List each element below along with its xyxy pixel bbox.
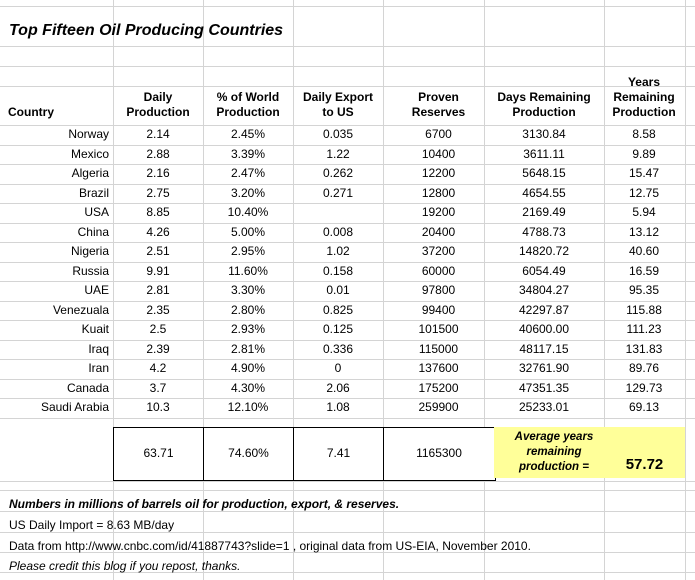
pct-world-cell: 2.47%	[230, 166, 266, 180]
days-remaining-cell: 4654.55	[522, 186, 566, 200]
country-cell: Saudi Arabia	[40, 400, 109, 414]
proven-reserves-cell: 99400	[421, 303, 456, 317]
grid-row-line	[0, 66, 695, 67]
daily-production-cell: 10.3	[146, 400, 170, 414]
pct-world-cell: 3.20%	[230, 186, 266, 200]
proven-reserves-cell: 10400	[421, 147, 456, 161]
country-cell: Brazil	[78, 186, 109, 200]
daily-export-cell: 0.01	[326, 283, 350, 297]
grid-row-line	[0, 532, 695, 533]
units-note: Numbers in millions of barrels oil for production, export, & reserves.	[9, 497, 400, 511]
days-remaining-cell: 25233.01	[518, 400, 570, 414]
days-remaining-cell: 42297.87	[518, 303, 570, 317]
proven-reserves-cell: 175200	[418, 381, 459, 395]
header-pct-world: % of World Production	[216, 90, 280, 119]
years-remaining-cell: 15.47	[628, 166, 660, 180]
daily-export-cell: 0.271	[322, 186, 354, 200]
daily-export-cell: 0.336	[322, 342, 354, 356]
pct-world-cell: 3.30%	[230, 283, 266, 297]
daily-export-cell: 0.125	[322, 322, 354, 336]
grid-row-line	[0, 379, 695, 380]
country-cell: Algeria	[71, 166, 109, 180]
country-cell: Kuait	[81, 322, 109, 336]
daily-export-cell: 1.22	[326, 147, 350, 161]
days-remaining-cell: 4788.73	[522, 225, 566, 239]
proven-reserves-cell: 19200	[421, 205, 456, 219]
daily-production-cell: 4.2	[149, 361, 167, 375]
country-cell: Iran	[88, 361, 109, 375]
sheet-title: Top Fifteen Oil Producing Countries	[9, 22, 284, 39]
pct-world-cell: 2.81%	[230, 342, 266, 356]
days-remaining-cell: 3611.11	[523, 147, 565, 161]
years-remaining-cell: 89.76	[628, 361, 660, 375]
grid-row-line	[0, 511, 695, 512]
daily-production-cell: 2.39	[146, 342, 170, 356]
country-cell: USA	[84, 205, 109, 219]
proven-reserves-cell: 137600	[418, 361, 459, 375]
grid-row-line	[0, 203, 695, 204]
grid-row-line	[0, 418, 695, 419]
days-remaining-cell: 34804.27	[518, 283, 570, 297]
daily-production-cell: 3.7	[149, 381, 167, 395]
total-proven-reserves: 1165300	[416, 446, 462, 460]
grid-row-line	[0, 301, 695, 302]
grid-row-line	[0, 164, 695, 165]
grid-row-line	[0, 6, 695, 7]
total-pct-world: 74.60%	[228, 446, 269, 460]
country-cell: Norway	[68, 127, 109, 141]
grid-row-line	[0, 46, 695, 47]
proven-reserves-cell: 6700	[425, 127, 452, 141]
years-remaining-cell: 95.35	[628, 283, 660, 297]
proven-reserves-cell: 12800	[421, 186, 456, 200]
grid-row-line	[0, 359, 695, 360]
daily-production-cell: 2.51	[146, 244, 170, 258]
proven-reserves-cell: 115000	[418, 342, 459, 356]
days-remaining-cell: 14820.72	[518, 244, 570, 258]
totals-box	[113, 427, 496, 481]
daily-export-cell: 0	[334, 361, 342, 375]
header-country: Country	[8, 105, 54, 119]
pct-world-cell: 12.10%	[227, 400, 269, 414]
grid-row-line	[0, 184, 695, 185]
years-remaining-cell: 111.23	[626, 322, 662, 336]
grid-row-line	[0, 86, 695, 87]
daily-production-cell: 4.26	[146, 225, 170, 239]
days-remaining-cell: 40600.00	[518, 322, 570, 336]
proven-reserves-cell: 20400	[421, 225, 456, 239]
country-cell: Mexico	[70, 147, 109, 161]
grid-row-line	[0, 340, 695, 341]
average-value: 57.72	[625, 456, 664, 473]
daily-production-cell: 8.85	[146, 205, 170, 219]
proven-reserves-cell: 37200	[421, 244, 456, 258]
proven-reserves-cell: 101500	[418, 322, 459, 336]
grid-row-line	[0, 223, 695, 224]
years-remaining-cell: 69.13	[628, 400, 660, 414]
pct-world-cell: 3.39%	[230, 147, 266, 161]
country-cell: Iraq	[88, 342, 109, 356]
years-remaining-cell: 9.89	[632, 147, 656, 161]
daily-export-cell: 0.825	[322, 303, 354, 317]
grid-column-line	[685, 0, 686, 580]
pct-world-cell: 2.80%	[230, 303, 266, 317]
grid-row-line	[0, 398, 695, 399]
grid-row-line	[0, 242, 695, 243]
country-cell: China	[77, 225, 109, 239]
header-daily-export: Daily Export to US	[302, 90, 374, 119]
grid-row-line	[0, 262, 695, 263]
daily-export-cell: 1.02	[326, 244, 350, 258]
header-years-remaining: Years Remaining Production	[612, 75, 676, 119]
pct-world-cell: 10.40%	[227, 205, 269, 219]
pct-world-cell: 2.45%	[230, 127, 266, 141]
pct-world-cell: 2.93%	[230, 322, 266, 336]
years-remaining-cell: 13.12	[628, 225, 660, 239]
grid-row-line	[0, 145, 695, 146]
country-cell: Venezuala	[52, 303, 109, 317]
pct-world-cell: 5.00%	[230, 225, 266, 239]
header-proven-reserves: Proven Reserves	[411, 90, 466, 119]
daily-production-cell: 2.35	[146, 303, 170, 317]
daily-production-cell: 2.14	[146, 127, 170, 141]
daily-export-cell: 0.262	[322, 166, 354, 180]
header-days-remaining: Days Remaining Production	[497, 90, 591, 119]
daily-export-cell: 2.06	[326, 381, 350, 395]
proven-reserves-cell: 60000	[421, 264, 456, 278]
days-remaining-cell: 6054.49	[522, 264, 566, 278]
average-highlight	[494, 427, 685, 478]
grid-row-line	[0, 481, 695, 482]
pct-world-cell: 11.60%	[228, 264, 268, 278]
import-note: US Daily Import = 8.63 MB/day	[9, 518, 175, 532]
years-remaining-cell: 129.73	[625, 381, 663, 395]
years-remaining-cell: 115.88	[626, 303, 662, 317]
years-remaining-cell: 5.94	[632, 205, 656, 219]
years-remaining-cell: 40.60	[628, 244, 660, 258]
daily-production-cell: 2.88	[146, 147, 170, 161]
daily-production-cell: 9.91	[146, 264, 170, 278]
country-cell: Nigeria	[70, 244, 109, 258]
proven-reserves-cell: 259900	[418, 400, 459, 414]
days-remaining-cell: 48117.15	[519, 342, 569, 356]
years-remaining-cell: 16.59	[628, 264, 660, 278]
days-remaining-cell: 5648.15	[522, 166, 566, 180]
total-daily-export: 7.41	[326, 446, 351, 460]
credit-note: Please credit this blog if you repost, thanks.	[9, 559, 241, 573]
daily-production-cell: 2.81	[146, 283, 170, 297]
daily-export-cell: 0.035	[322, 127, 354, 141]
proven-reserves-cell: 97800	[421, 283, 456, 297]
country-cell: Canada	[66, 381, 109, 395]
grid-row-line	[0, 281, 695, 282]
days-remaining-cell: 47351.35	[518, 381, 570, 395]
years-remaining-cell: 8.58	[632, 127, 656, 141]
daily-production-cell: 2.16	[146, 166, 170, 180]
grid-row-line	[0, 125, 695, 126]
years-remaining-cell: 131.83	[625, 342, 663, 356]
daily-export-cell: 1.08	[326, 400, 350, 414]
source-note: Data from http://www.cnbc.com/id/41887743?slide=1 , original data from US-EIA, November 2010.	[9, 539, 531, 553]
daily-export-cell: 0.008	[322, 225, 354, 239]
proven-reserves-cell: 12200	[421, 166, 456, 180]
average-label: Average years remaining production =	[514, 431, 594, 473]
days-remaining-cell: 32761.90	[518, 361, 570, 375]
country-cell: UAE	[84, 283, 109, 297]
grid-row-line	[0, 490, 695, 491]
days-remaining-cell: 2169.49	[522, 205, 566, 219]
daily-production-cell: 2.75	[146, 186, 170, 200]
grid-row-line	[0, 320, 695, 321]
pct-world-cell: 2.95%	[230, 244, 266, 258]
total-daily-production: 63.71	[143, 446, 174, 460]
years-remaining-cell: 12.75	[628, 186, 660, 200]
daily-production-cell: 2.5	[149, 322, 167, 336]
pct-world-cell: 4.30%	[230, 381, 266, 395]
daily-export-cell: 0.158	[322, 264, 354, 278]
header-daily-production: Daily Production	[126, 90, 190, 119]
country-cell: Russia	[72, 264, 109, 278]
days-remaining-cell: 3130.84	[522, 127, 566, 141]
pct-world-cell: 4.90%	[230, 361, 266, 375]
